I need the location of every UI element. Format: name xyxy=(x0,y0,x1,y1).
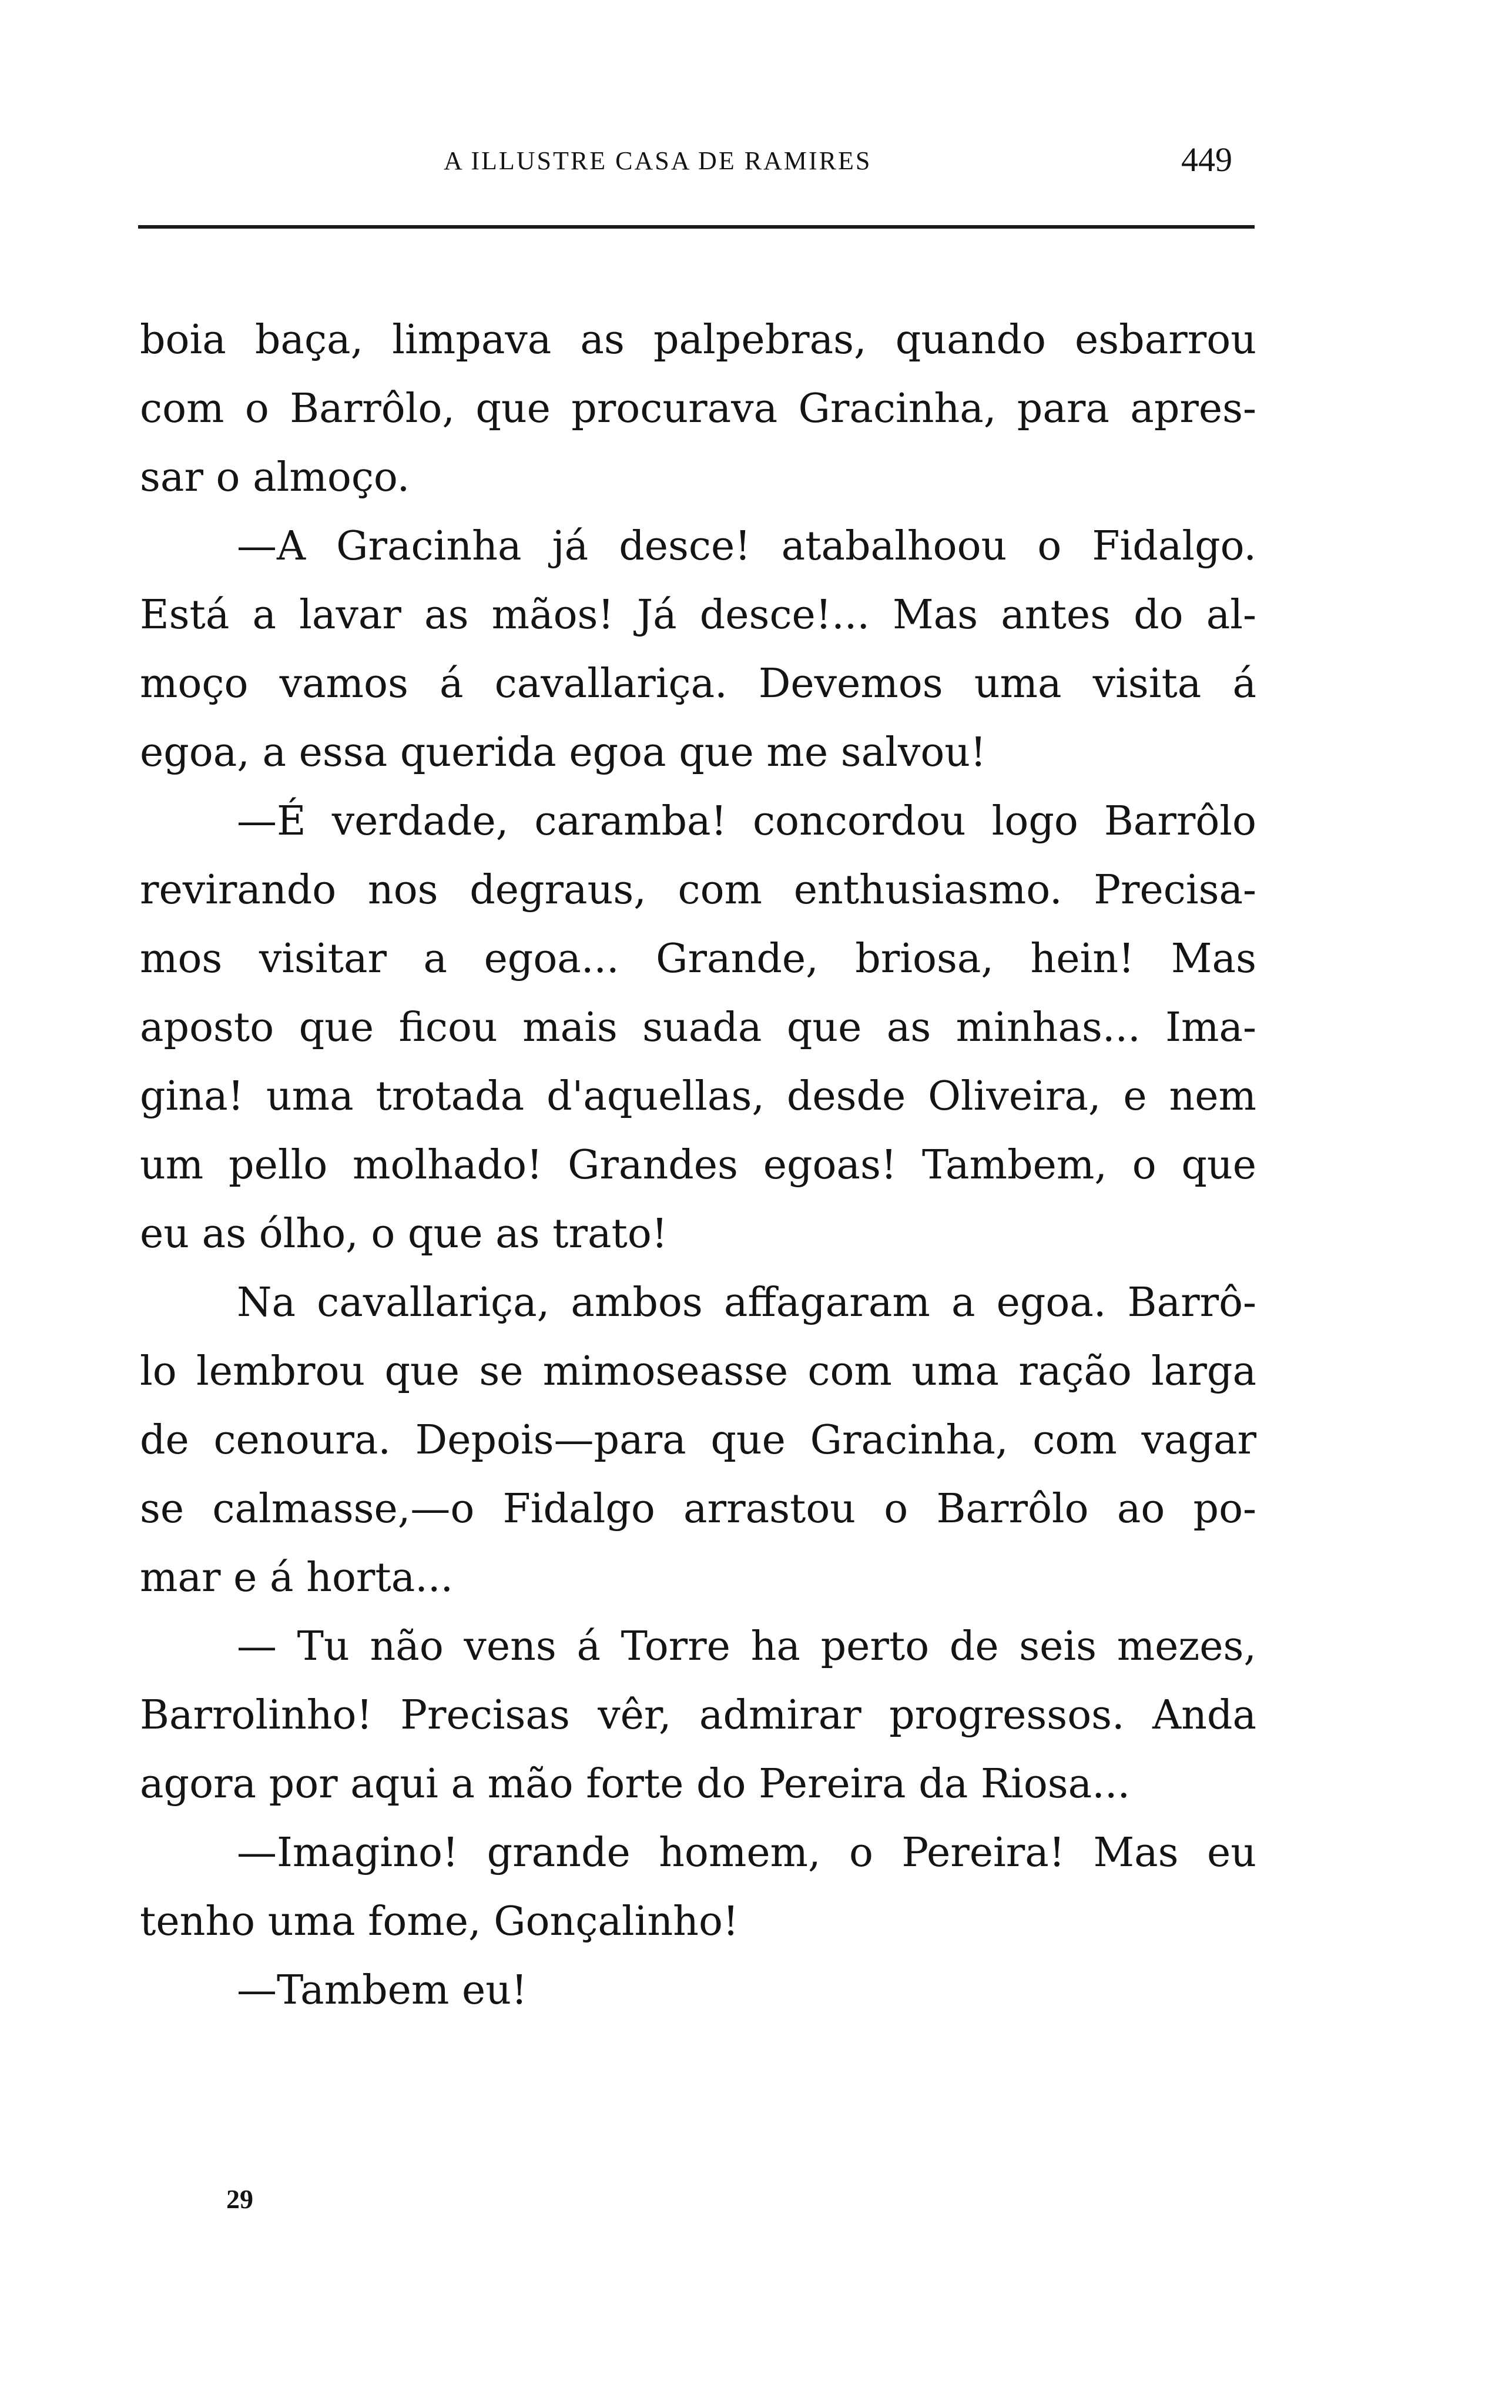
text-line: com o Barrôlo, que procurava Gracinha, para apres- xyxy=(140,386,1256,432)
text-line: mos visitar a egoa... Grande, briosa, hein! Mas xyxy=(140,936,1256,982)
text-line: —É verdade, caramba! concordou logo Barrôlo xyxy=(237,798,1256,845)
body-text xyxy=(140,306,1256,2025)
text-line: Na cavallariça, ambos affagaram a egoa. Barrô- xyxy=(237,1280,1256,1326)
text-line: agora por aqui a mão forte do Pereira da Riosa... xyxy=(140,1761,1131,1807)
text-line: revirando nos degraus, com enthusiasmo. Precisa- xyxy=(140,867,1256,913)
text-line: gina! uma trotada d'aquellas, desde Oliveira, e nem xyxy=(140,1073,1256,1120)
text-line: aposto que ficou mais suada que as minhas... Ima- xyxy=(140,1004,1256,1051)
text-line: moço vamos á cavallariça. Devemos uma visita á xyxy=(140,661,1256,707)
text-line: boia baça, limpava as palpebras, quando esbarrou xyxy=(140,317,1256,363)
text-line: mar e á horta... xyxy=(140,1555,454,1601)
page-number: 449 xyxy=(1181,140,1232,179)
text-line: sar o almoço. xyxy=(140,454,410,501)
text-line: —Imagino! grande homem, o Pereira! Mas eu xyxy=(237,1830,1256,1876)
text-line: se calmasse,—o Fidalgo arrastou o Barrôlo ao po- xyxy=(140,1486,1256,1532)
text-line: de cenoura. Depois—para que Gracinha, com vagar xyxy=(140,1417,1256,1463)
text-line: —Tambem eu! xyxy=(237,1967,528,2014)
text-line: —A Gracinha já desce! atabalhoou o Fidalgo. xyxy=(237,523,1256,570)
running-title: A ILLUSTRE CASA DE RAMIRES xyxy=(444,146,872,175)
text-line: Está a lavar as mãos! Já desce!... Mas antes do al- xyxy=(140,592,1256,638)
header-rule xyxy=(138,225,1255,229)
text-line: tenho uma fome, Gonçalinho! xyxy=(140,1898,739,1945)
text-line: eu as ólho, o que as trato! xyxy=(140,1211,668,1257)
text-line: Barrolinho! Precisas vêr, admirar progressos. Anda xyxy=(140,1692,1256,1739)
signature-mark: 29 xyxy=(226,2184,253,2214)
text-line: um pello molhado! Grandes egoas! Tambem, o que xyxy=(140,1142,1256,1188)
text-line: egoa, a essa querida egoa que me salvou! xyxy=(140,729,987,776)
text-line: lo lembrou que se mimoseasse com uma ração larga xyxy=(140,1348,1256,1395)
text-line: — Tu não vens á Torre ha perto de seis mezes, xyxy=(237,1623,1256,1670)
